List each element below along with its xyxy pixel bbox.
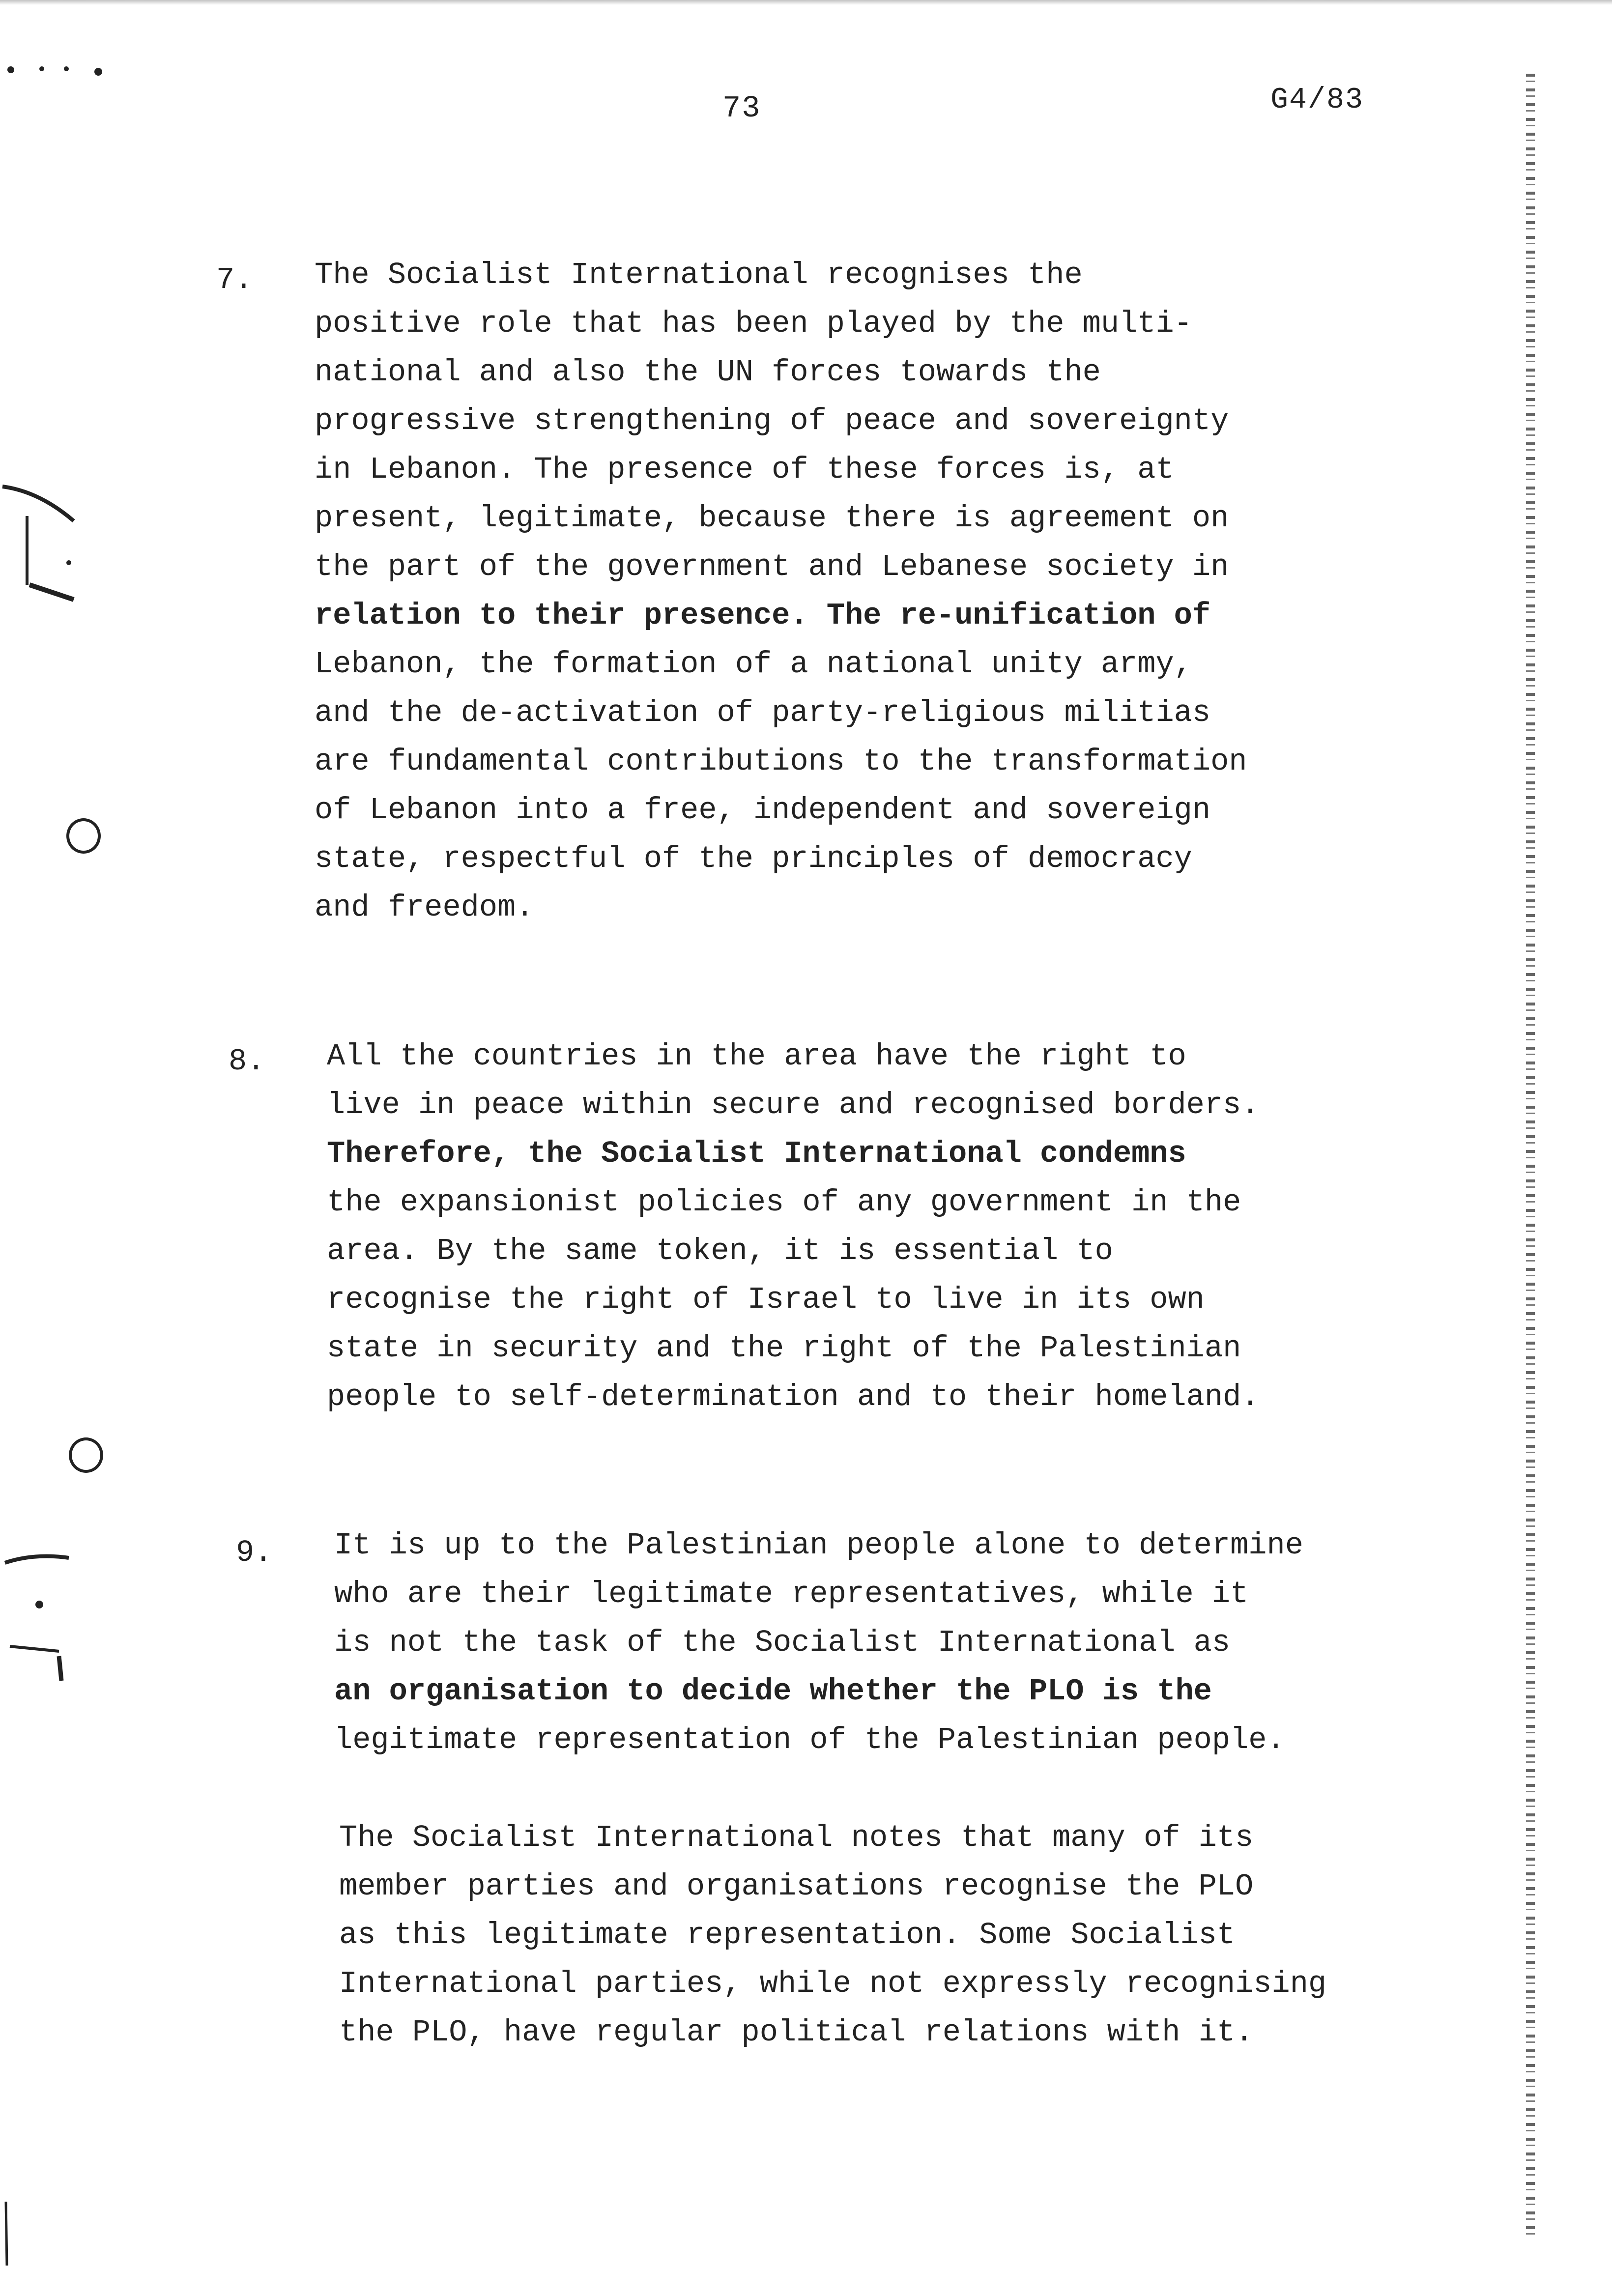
text-line: Therefore, the Socialist International condemns — [327, 1136, 1186, 1171]
text-line: present, legitimate, because there is agreement on — [315, 501, 1229, 536]
text-line: and freedom. — [315, 890, 534, 925]
text-line: are fundamental contributions to the transformation — [315, 744, 1247, 779]
text-line: state in security and the right of the Palestinian — [327, 1331, 1241, 1366]
paragraph-item-8 — [327, 1032, 1260, 1421]
text-line: the expansionist policies of any government in the — [327, 1185, 1241, 1220]
text-line: of Lebanon into a free, independent and sovereign — [315, 793, 1211, 828]
text-line: progressive strengthening of peace and sovereignty — [315, 403, 1229, 438]
text-line: people to self-determination and to their homeland. — [327, 1379, 1260, 1414]
text-line: live in peace within secure and recognised borders. — [327, 1088, 1260, 1122]
paragraph-item-9-continuation — [339, 1813, 1326, 2057]
text-line: recognise the right of Israel to live in its own — [327, 1282, 1205, 1317]
text-line: in Lebanon. The presence of these forces is, at — [315, 452, 1174, 487]
punch-hole — [69, 1437, 103, 1473]
text-line: member parties and organisations recognise the PLO — [339, 1869, 1254, 1904]
text-line: All the countries in the area have the right to — [327, 1039, 1186, 1074]
item-number-8: 8. — [229, 1044, 265, 1079]
text-line: The Socialist International recognises the — [315, 258, 1083, 292]
item-number-7: 7. — [216, 262, 253, 297]
text-line: is not the task of the Socialist International as — [334, 1625, 1231, 1660]
text-line: The Socialist International notes that many of its — [339, 1820, 1254, 1855]
text-line: national and also the UN forces towards the — [315, 355, 1101, 390]
text-line: It is up to the Palestinian people alone to determine — [334, 1528, 1303, 1563]
text-line: relation to their presence. The re-unification of — [315, 598, 1211, 633]
text-line: legitimate representation of the Palestinian people. — [334, 1722, 1285, 1757]
text-line: International parties, while not expressly recognising — [339, 1966, 1327, 2001]
paragraph-item-7 — [315, 251, 1247, 932]
page-number: 73 — [722, 91, 761, 126]
text-line: who are their legitimate representatives, while it — [334, 1577, 1249, 1611]
punch-hole — [66, 818, 101, 854]
binding-edge — [1526, 74, 1535, 2236]
text-line: the PLO, have regular political relations with it. — [339, 2015, 1254, 2050]
scan-mark-top-left — [0, 49, 118, 88]
scan-mark-left-2 — [0, 1528, 98, 1705]
text-line: the part of the government and Lebanese society in — [315, 549, 1229, 584]
text-line: Lebanon, the formation of a national unity army, — [315, 647, 1192, 682]
text-line: as this legitimate representation. Some Socialist — [339, 1918, 1236, 1952]
scan-top-edge — [0, 0, 1612, 5]
text-line: and the de-activation of party-religious militias — [315, 695, 1211, 730]
item-number-9: 9. — [236, 1535, 273, 1570]
scan-mark-bottom-left — [0, 2202, 20, 2270]
text-line: state, respectful of the principles of democracy — [315, 841, 1192, 876]
text-line: area. By the same token, it is essential to — [327, 1234, 1113, 1268]
paragraph-item-9 — [334, 1521, 1303, 1764]
text-line: positive role that has been played by the multi- — [315, 306, 1192, 341]
text-line: an organisation to decide whether the PLO is the — [334, 1674, 1212, 1709]
document-reference: G4/83 — [1270, 84, 1364, 117]
scan-mark-left-1 — [0, 472, 88, 619]
